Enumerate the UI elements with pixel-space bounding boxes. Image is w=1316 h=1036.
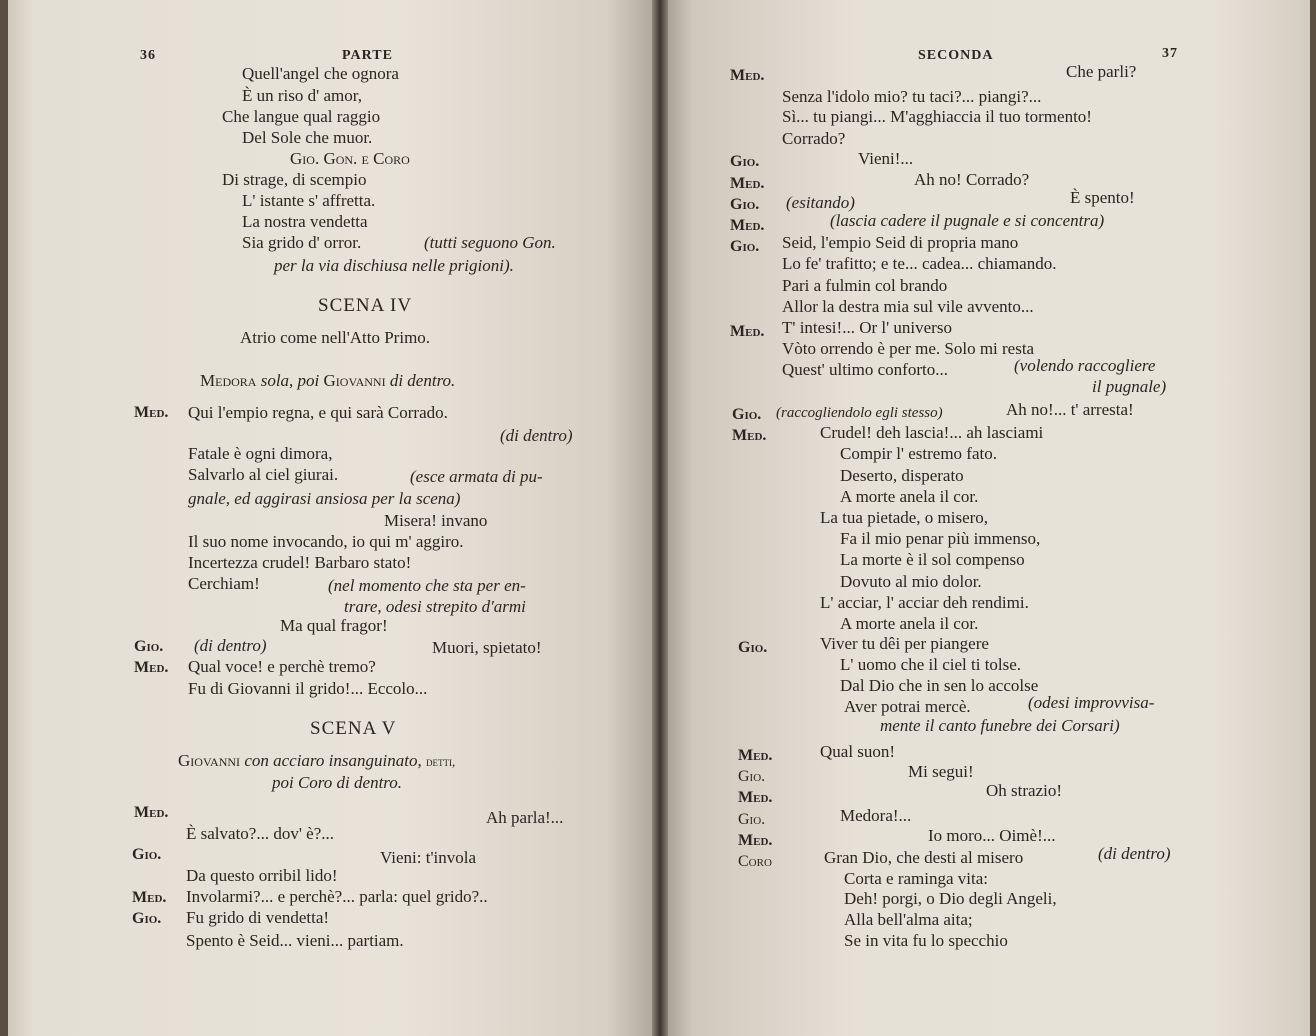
cast-line <box>178 751 455 772</box>
verse-line: Sia grido d' orror. <box>242 233 362 252</box>
verse-line: Dal Dio che in sen lo accolse <box>840 676 1039 695</box>
speaker-label: Med. <box>730 67 765 84</box>
verse-line: Quell'angel che ognora <box>242 64 399 83</box>
dialogue-line: Salvarlo al ciel giurai. <box>188 465 339 484</box>
dialogue-line: Ah no! Corrado? <box>914 170 1030 189</box>
dialogue-line: Involarmi?... e perchè?... parla: quel grido?.. <box>186 887 488 906</box>
dialogue-line: Cerchiam! <box>188 574 260 593</box>
cast-note: sola, poi <box>260 371 320 390</box>
stage-direction: gnale, ed aggirasi ansiosa per la scena) <box>188 489 461 508</box>
dialogue-line: Senza l'idolo mio? tu taci?... piangi?... <box>782 87 1042 106</box>
character-name: Medora <box>200 371 257 390</box>
verse-line: Se in vita fu lo specchio <box>844 931 1008 950</box>
speaker-label: Med. <box>738 789 773 806</box>
dialogue-line: Ah parla!... <box>486 808 564 827</box>
verse-line: Dovuto al mio dolor. <box>840 572 982 591</box>
dialogue-line: Quest' ultimo conforto... <box>782 360 948 379</box>
dialogue-line: Vieni: t'invola <box>380 848 476 867</box>
verse-line: A morte anela il cor. <box>840 614 979 633</box>
speaker-label: Med. <box>730 217 765 234</box>
dialogue-line: Muori, spietato! <box>432 638 542 657</box>
speaker-label: Gio. <box>738 768 766 785</box>
verse-line: La tua pietade, o misero, <box>820 508 989 527</box>
dialogue-line: Incertezza crudel! Barbaro stato! <box>188 553 412 572</box>
verse-line: L' acciar, l' acciar deh rendimi. <box>820 593 1029 612</box>
scene-heading: SCENA IV <box>318 295 413 316</box>
dialogue-line: È salvato?... dov' è?... <box>186 824 334 843</box>
speaker-label: Gio. <box>132 846 162 863</box>
page-number: 37 <box>1162 46 1178 61</box>
speaker-label: Med. <box>132 889 167 906</box>
dialogue-line: Fu di Giovanni il grido!... Eccolo... <box>188 679 428 698</box>
running-header: PARTE <box>342 48 393 63</box>
speaker-label: Gio. <box>738 639 768 656</box>
dialogue-line: Ah no!... t' arresta! <box>1006 400 1134 419</box>
stage-direction: (di dentro) <box>500 426 573 445</box>
cast-note: detti, <box>425 754 456 769</box>
dialogue-line: T' intesi!... Or l' universo <box>782 318 952 337</box>
speaker-label: Gio. <box>730 196 760 213</box>
verse-line: Gran Dio, che desti al misero <box>824 848 1024 867</box>
page-number: 36 <box>140 48 156 63</box>
stage-direction: (raccogliendolo egli stesso) <box>776 405 943 421</box>
dialogue-line: Mi segui! <box>908 762 974 781</box>
speaker-label: Gio. <box>134 638 164 655</box>
speaker-label: Med. <box>134 404 169 421</box>
speaker-label: Med. <box>134 659 169 676</box>
speaker-label: Gio. <box>730 238 760 255</box>
stage-direction: per la via dischiusa nelle prigioni). <box>274 256 514 275</box>
verse-line: Corta e raminga vita: <box>844 869 988 888</box>
dialogue-line: Pari a fulmin col brando <box>782 276 948 295</box>
verse-line: Viver tu dêi per piangere <box>820 634 989 653</box>
verse-line: Del Sole che muor. <box>242 128 373 147</box>
stage-direction: (nel momento che sta per en- <box>328 576 526 595</box>
speaker-label: Med. <box>738 747 773 764</box>
speaker-label: Med. <box>732 427 767 444</box>
dialogue-line: Ma qual fragor! <box>280 616 388 635</box>
verse-line: Deserto, disperato <box>840 466 964 485</box>
cast-note: con acciaro insanguinato, <box>244 751 422 770</box>
cast-note: di dentro. <box>389 371 456 390</box>
stage-direction: (esce armata di pu- <box>410 467 543 486</box>
dialogue-line: Qual voce! e perchè tremo? <box>188 657 376 676</box>
dialogue-line: Oh strazio! <box>986 781 1063 800</box>
cast-line <box>200 371 455 391</box>
left-page <box>8 0 660 1036</box>
dialogue-line: Vieni!... <box>858 149 914 168</box>
verse-line: La morte è il sol compenso <box>840 550 1025 569</box>
dialogue-line: Allor la destra mia sul vile avvento... <box>782 297 1034 316</box>
stage-direction: (lascia cadere il pugnale e si concentra) <box>830 211 1105 230</box>
verse-line: Di strage, di scempio <box>222 170 367 189</box>
verse-line: Alla bell'alma aita; <box>844 910 973 929</box>
speaker-label: Med. <box>730 175 765 192</box>
stage-direction: mente il canto funebre dei Corsari) <box>880 716 1120 735</box>
stage-direction: (di dentro) <box>1098 844 1171 863</box>
verse-line: Deh! porgi, o Dio degli Angeli, <box>844 889 1057 908</box>
verse-line: L' uomo che il ciel ti tolse. <box>840 655 1022 674</box>
dialogue-line: Spento è Seid... vieni... partiam. <box>186 931 404 950</box>
dialogue-line: Lo fe' trafitto; e te... cadea... chiamando. <box>782 254 1057 273</box>
dialogue-line: Io moro... Oimè!... <box>928 826 1056 845</box>
dialogue-line: Che parli? <box>1066 62 1137 81</box>
dialogue-line: Vòto orrendo è per me. Solo mi resta <box>782 339 1035 358</box>
dialogue-line: Misera! invano <box>384 511 488 530</box>
dialogue-line: Qui l'empio regna, e qui sarà Corrado. <box>188 403 448 422</box>
stage-direction: trare, odesi strepito d'armi <box>344 597 526 616</box>
dialogue-line: Seid, l'empio Seid di propria mano <box>782 233 1019 252</box>
verse-line: Compir l' estremo fato. <box>840 444 997 463</box>
speaker-label: Med. <box>134 804 169 821</box>
speaker-label: Gio. <box>730 153 760 170</box>
book-gutter <box>652 0 668 1036</box>
dialogue-line: Medora!... <box>840 806 912 825</box>
dialogue-line: Da questo orribil lido! <box>186 866 338 885</box>
dialogue-line: Crudel! deh lascia!... ah lasciami <box>820 423 1044 442</box>
character-name: Giovanni <box>323 371 386 390</box>
dialogue-line: Il suo nome invocando, io qui m' aggiro. <box>188 532 464 551</box>
stage-direction: (esitando) <box>786 193 855 212</box>
speaker-label: Med. <box>738 832 773 849</box>
verse-line: L' istante s' affretta. <box>242 191 376 210</box>
scene-heading: SCENA V <box>310 718 397 739</box>
stage-direction: (odesi improvvisa- <box>1028 693 1155 712</box>
speaker-label: Gio. <box>738 811 766 828</box>
right-page <box>660 0 1310 1036</box>
stage-direction: (volendo raccogliere <box>1014 356 1156 375</box>
stage-direction: (di dentro) <box>194 636 267 655</box>
dialogue-line: Corrado? <box>782 129 846 148</box>
running-header: SECONDA <box>918 48 994 63</box>
dialogue-line: Qual suon! <box>820 742 896 761</box>
dialogue-line: Fatale è ogni dimora, <box>188 444 333 463</box>
cast-line: Gio. Gon. e Coro <box>290 149 410 168</box>
dialogue-line: Fu grido di vendetta! <box>186 908 330 927</box>
dialogue-line: Sì... tu piangi... M'agghiaccia il tuo tormento! <box>782 107 1092 126</box>
verse-line: Aver potrai mercè. <box>844 697 971 716</box>
speaker-label: Gio. <box>732 406 762 423</box>
verse-line: A morte anela il cor. <box>840 487 979 506</box>
scene-setting: Atrio come nell'Atto Primo. <box>240 328 431 347</box>
stage-direction: il pugnale) <box>1092 377 1167 396</box>
stage-direction: (tutti seguono Gon. <box>424 233 556 252</box>
character-name: Giovanni <box>178 751 241 770</box>
verse-line: Fa il mio penar più immenso, <box>840 529 1041 548</box>
speaker-label: Med. <box>730 323 765 340</box>
verse-line: Che langue qual raggio <box>222 107 381 126</box>
speaker-label: Coro <box>738 853 772 870</box>
dialogue-line: È spento! <box>1070 188 1135 207</box>
verse-line: È un riso d' amor, <box>242 86 362 105</box>
verse-line: La nostra vendetta <box>242 212 368 231</box>
speaker-label: Gio. <box>132 910 162 927</box>
cast-note: poi Coro di dentro. <box>272 773 403 792</box>
